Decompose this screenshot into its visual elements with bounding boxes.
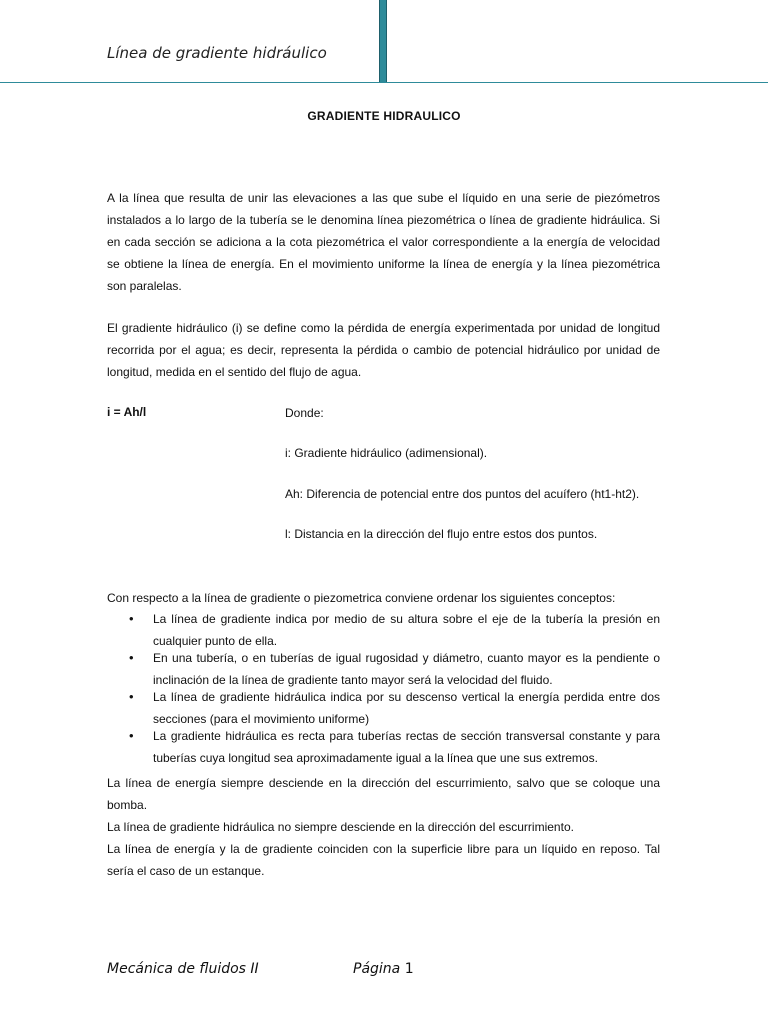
list-item: • La línea de gradiente hidráulica indica por su descenso vertical la energía perdida entre dos secciones (para el movimiento uniforme): [107, 686, 660, 730]
definition-i: i: Gradiente hidráulico (adimensional).: [285, 446, 488, 460]
header-title: Línea de gradiente hidráulico: [107, 44, 327, 62]
closing-paragraph-3: La línea de energía y la de gradiente coinciden con la superficie libre para un líquido en reposo. Tal sería el caso de un estanque.: [107, 842, 660, 878]
footer-page-label: Página: [353, 961, 401, 977]
closing-paragraph-1: La línea de energía siempre desciende en la dirección del escurrimiento, salvo que se coloque una bomba.: [107, 776, 660, 812]
definition-l: l: Distancia en la dirección del flujo entre estos dos puntos.: [285, 527, 598, 541]
list-item: • La gradiente hidráulica es recta para tuberías rectas de sección transversal constante y para tuberías cuya longitud sea aproximadamente igual a la línea que une sus extremos.: [107, 725, 660, 769]
header-rule: [0, 82, 768, 83]
footer-course: Mecánica de fluidos II: [107, 961, 259, 977]
list-item: • La línea de gradiente indica por medio de su altura sobre el eje de la tubería la presión en cualquier punto de ella.: [107, 608, 660, 652]
page-number: 1: [404, 961, 414, 977]
formula: i = Ah/l: [107, 405, 147, 419]
paragraph-2: El gradiente hidráulico (i) se define como la pérdida de energía experimentada por unidad de longitud recorrida por el agua; es decir, representa la pérdida o cambio de potencial hidráulico por unidad de longitud, medida en el sentido del flujo de agua.: [107, 321, 660, 379]
list-item: • En una tubería, o en tuberías de igual rugosidad y diámetro, cuanto mayor es la pendiente o inclinación de la línea de gradiente tanto mayor será la velocidad del fluido.: [107, 647, 660, 691]
definition-ah: Ah: Diferencia de potencial entre dos puntos del acuífero (ht1-ht2).: [285, 487, 640, 501]
concepts-intro: Con respecto a la línea de gradiente o piezometrica conviene ordenar los siguientes conceptos:: [107, 591, 616, 605]
footer-page-number: [353, 961, 414, 977]
document-title: GRADIENTE HIDRAULICO: [307, 109, 461, 123]
header-accent-bar: [379, 0, 387, 82]
concepts-list: [107, 608, 660, 764]
paragraph-1: A la línea que resulta de unir las elevaciones a las que sube el líquido en una serie de piezómetros instalados a lo largo de la tubería se le denomina línea piezométrica o línea de gradiente hidráulica. Si en cada sección se adiciona a la cota piezométrica el valor correspondiente a la energía de velocidad se obtiene la línea de energía. En el movimiento uniforme la línea de energía y la línea piezométrica son paralelas.: [107, 191, 660, 293]
closing-paragraph-2: La línea de gradiente hidráulica no siempre desciende en la dirección del escurrimiento.: [107, 820, 574, 834]
definition-intro: Donde:: [285, 406, 324, 420]
